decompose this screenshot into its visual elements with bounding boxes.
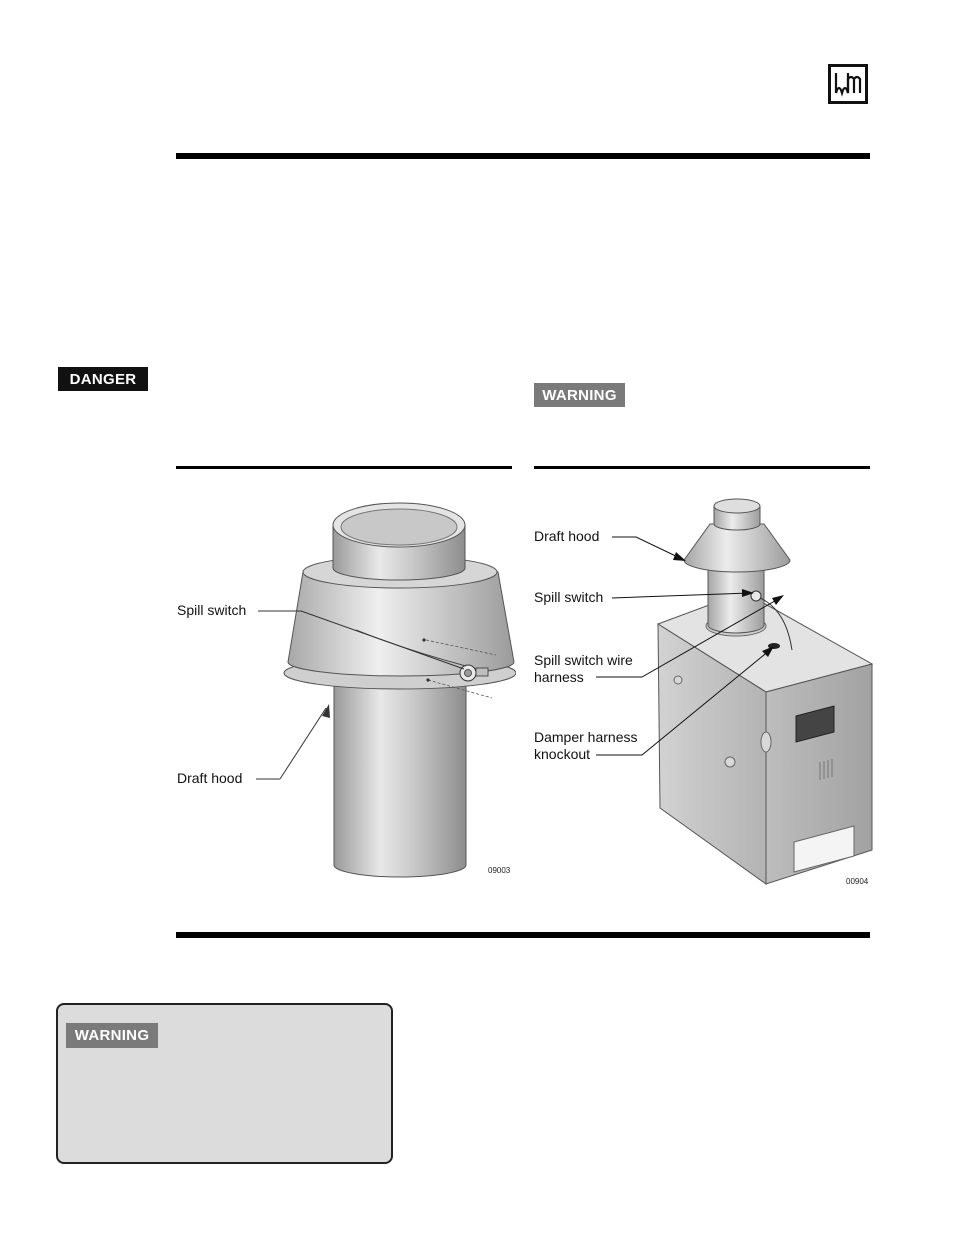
callout-damper-knockout-line2: knockout <box>534 746 591 762</box>
callout-wire-harness-line2: harness <box>534 669 584 685</box>
section-top-rule <box>176 153 870 159</box>
warning-badge: WARNING <box>534 383 625 407</box>
figure-id-right: 00904 <box>846 877 869 886</box>
figure-id-left: 09003 <box>488 866 511 875</box>
callout-draft-hood-right: Draft hood <box>534 528 600 544</box>
figure-right-rule <box>534 466 870 469</box>
section-bottom-rule <box>176 932 870 938</box>
callout-wire-harness-line1: Spill switch wire <box>534 652 633 668</box>
callout-spill-switch-right: Spill switch <box>534 589 604 605</box>
callout-spill-switch-left: Spill switch <box>177 602 247 618</box>
danger-badge: DANGER <box>58 367 148 391</box>
callout-draft-hood-left: Draft hood <box>177 770 243 786</box>
draft-hood-figure <box>176 480 516 900</box>
warning-box-badge: WARNING <box>66 1023 158 1048</box>
wm-logo-icon <box>833 69 863 99</box>
figure-left-rule <box>176 466 512 469</box>
wm-logo <box>828 64 868 104</box>
callout-damper-knockout-line1: Damper harness <box>534 729 638 745</box>
